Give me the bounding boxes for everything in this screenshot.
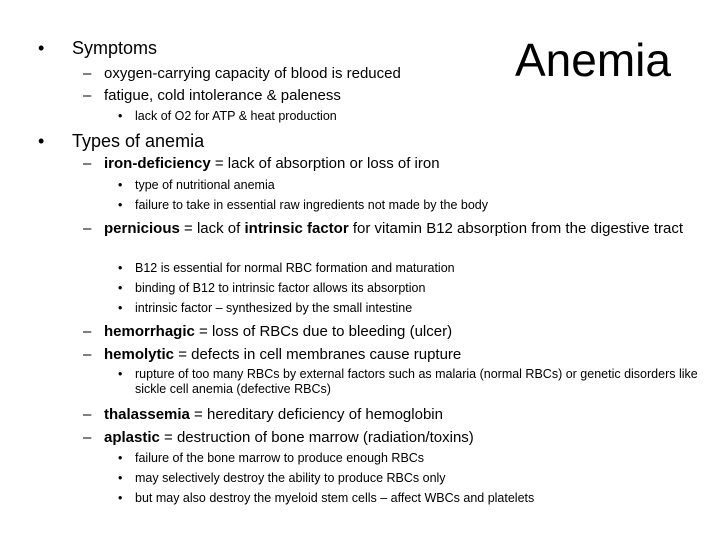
type-definition: = lack of	[179, 220, 245, 237]
type-definition: = defects in cell membranes cause rupture	[174, 346, 462, 363]
dot-marker: •	[118, 451, 123, 465]
subitem-text: B12 is essential for normal RBC formation and maturation	[135, 261, 455, 275]
type-definition: = destruction of bone marrow (radiation/toxins)	[159, 429, 474, 446]
type-term: aplastic	[104, 429, 160, 446]
dot-marker: •	[118, 178, 123, 192]
subitem-text: intrinsic factor – synthesized by the small intestine	[135, 301, 413, 315]
dash-marker: –	[83, 155, 92, 172]
type-text	[104, 322, 704, 341]
subitem-text: failure to take in essential raw ingredients not made by the body	[135, 198, 488, 212]
dash-marker: –	[83, 346, 92, 363]
bullet-marker: •	[38, 131, 45, 151]
type-text	[104, 154, 704, 173]
type-text	[104, 345, 704, 364]
dot-marker: •	[118, 491, 123, 505]
subitem-text: lack of O2 for ATP & heat production	[135, 109, 337, 123]
subitem-text: type of nutritional anemia	[135, 178, 275, 192]
dash-marker: –	[83, 429, 92, 446]
type-text	[104, 219, 704, 238]
type-term: thalassemia	[104, 406, 190, 423]
subitem-text: rupture of too many RBCs by external factors such as malaria (normal RBCs) or genetic disorders like sickle cell anemia (defective RBCs)	[135, 367, 698, 396]
dot-marker: •	[118, 471, 123, 485]
subitem-text: may selectively destroy the ability to produce RBCs only	[135, 471, 446, 485]
type-text	[104, 428, 704, 447]
type-text	[104, 405, 704, 424]
type-term: pernicious	[104, 220, 180, 237]
symptoms-heading: Symptoms	[72, 38, 158, 58]
dash-marker: –	[83, 406, 92, 423]
dash-marker: –	[83, 87, 92, 104]
type-term: iron-deficiency	[104, 155, 211, 172]
dot-marker: •	[118, 367, 123, 381]
dot-marker: •	[118, 301, 123, 315]
type-definition: for vitamin B12 absorption from the digestive tract	[348, 220, 683, 237]
dot-marker: •	[118, 198, 123, 212]
subitem-text: but may also destroy the myeloid stem cells – affect WBCs and platelets	[135, 491, 535, 505]
dash-marker: –	[83, 65, 92, 82]
dash-marker: –	[83, 220, 92, 237]
types-heading: Types of anemia	[72, 131, 205, 151]
subitem-text: binding of B12 to intrinsic factor allows its absorption	[135, 281, 426, 295]
symptom-text: oxygen-carrying capacity of blood is reduced	[104, 65, 401, 82]
type-definition: = lack of absorption or loss of iron	[210, 155, 440, 172]
type-term: hemorrhagic	[104, 323, 195, 340]
dash-marker: –	[83, 323, 92, 340]
type-definition: = loss of RBCs due to bleeding (ulcer)	[194, 323, 453, 340]
dot-marker: •	[118, 109, 123, 123]
type-term-secondary: intrinsic factor	[244, 220, 349, 237]
slide-title: Anemia	[515, 34, 671, 86]
symptom-text: fatigue, cold intolerance & paleness	[104, 87, 341, 104]
dot-marker: •	[118, 281, 123, 295]
dot-marker: •	[118, 261, 123, 275]
subitem-text: failure of the bone marrow to produce enough RBCs	[135, 451, 425, 465]
type-term: hemolytic	[104, 346, 175, 363]
bullet-marker: •	[38, 38, 45, 58]
type-definition: = hereditary deficiency of hemoglobin	[189, 406, 443, 423]
